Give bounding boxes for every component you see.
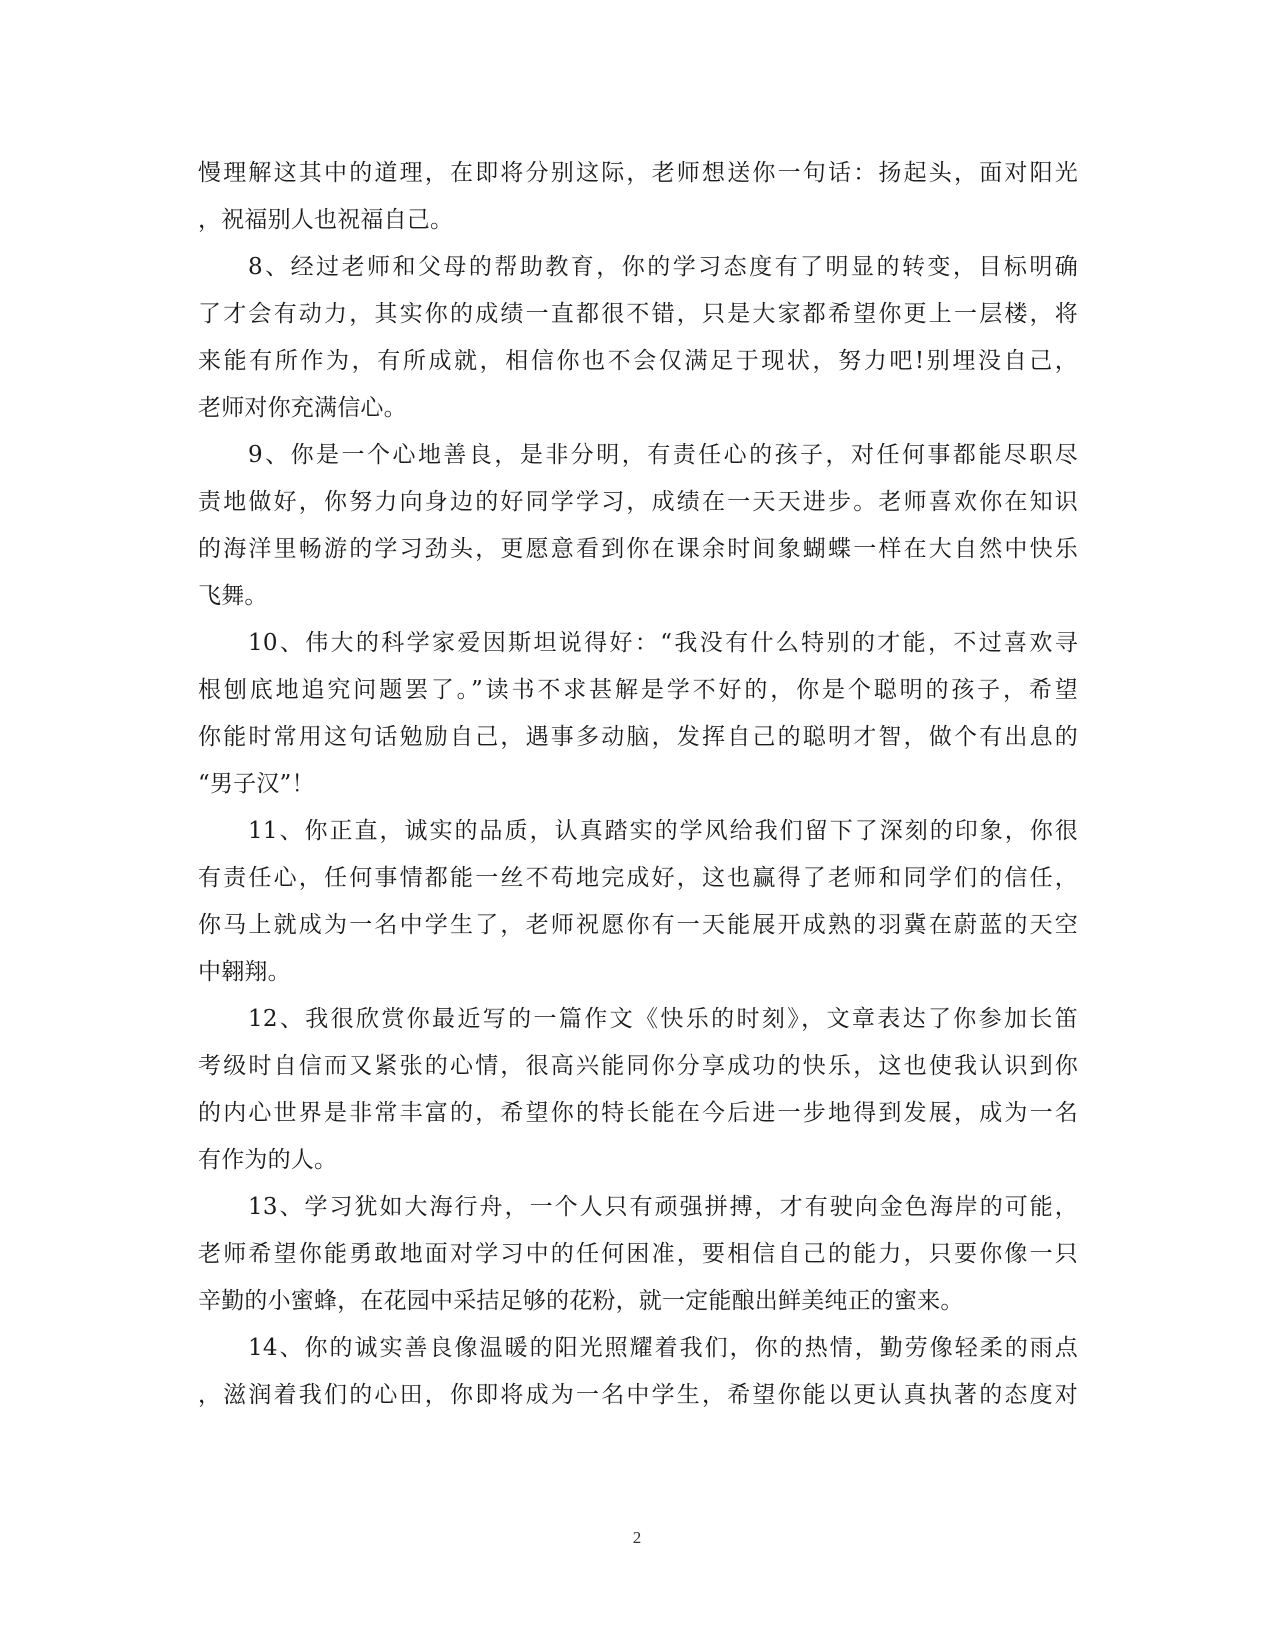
text-line: ，祝福别人也祝福自己。 xyxy=(198,207,454,233)
paragraph-10 xyxy=(198,620,1078,808)
text-line: 慢理解这其中的道理，在即将分别这际，老师想送你一句话：扬起头，面对阳光 xyxy=(198,160,1078,186)
paragraph-13 xyxy=(198,1184,1078,1325)
text-line: 了才会有动力，其实你的成绩一直都很不错，只是大家都希望你更上一层楼，将 xyxy=(198,301,1078,327)
text-line: 9、你是一个心地善良，是非分明，有责任心的孩子，对任何事都能尽职尽 xyxy=(248,442,1078,468)
text-line: 14、你的诚实善良像温暖的阳光照耀着我们，你的热情，勤劳像轻柔的雨点 xyxy=(248,1335,1078,1361)
text-line: 老师对你充满信心。 xyxy=(198,395,407,421)
text-line: 考级时自信而又紧张的心情，很高兴能同你分享成功的快乐，这也使我认识到你 xyxy=(198,1053,1078,1079)
text-line: 辛勤的小蜜蜂，在花园中采拮足够的花粉，就一定能酿出鲜美纯正的蜜来。 xyxy=(198,1288,964,1314)
text-line: 你能时常用这句话勉励自己，遇事多动脑，发挥自己的聪明才智，做个有出息的 xyxy=(198,724,1078,750)
text-line: 老师希望你能勇敢地面对学习中的任何困准，要相信自己的能力，只要你像一只 xyxy=(198,1241,1078,1267)
paragraph-14 xyxy=(198,1325,1078,1419)
paragraph-12 xyxy=(198,996,1078,1184)
text-line: 的内心世界是非常丰富的，希望你的特长能在今后进一步地得到发展，成为一名 xyxy=(198,1100,1078,1126)
text-line: “男子汉”！ xyxy=(198,771,315,797)
paragraph-9 xyxy=(198,432,1078,620)
text-line: 你马上就成为一名中学生了，老师祝愿你有一天能展开成熟的羽冀在蔚蓝的天空 xyxy=(198,912,1078,938)
text-line: 有责任心，任何事情都能一丝不苟地完成好，这也赢得了老师和同学们的信任， xyxy=(198,865,1078,891)
page-number: 2 xyxy=(632,1528,642,1547)
paragraph-8 xyxy=(198,244,1078,432)
text-line: 飞舞。 xyxy=(198,583,268,609)
document-body xyxy=(198,150,1078,1419)
text-line: 12、我很欣赏你最近写的一篇作文《快乐的时刻》，文章表达了你参加长笛 xyxy=(248,1006,1078,1032)
text-line: 有作为的人。 xyxy=(198,1147,338,1173)
text-line: 中翱翔。 xyxy=(198,959,291,985)
text-line: 13、学习犹如大海行舟，一个人只有顽强拼搏，才有驶向金色海岸的可能， xyxy=(248,1194,1078,1220)
text-line: 责地做好，你努力向身边的好同学学习，成绩在一天天进步。老师喜欢你在知识 xyxy=(198,489,1078,515)
text-line: 的海洋里畅游的学习劲头，更愿意看到你在课余时间象蝴蝶一样在大自然中快乐 xyxy=(198,536,1078,562)
text-line: ，滋润着我们的心田，你即将成为一名中学生，希望你能以更认真执著的态度对 xyxy=(198,1382,1078,1408)
paragraph-11 xyxy=(198,808,1078,996)
text-line: 根刨底地追究问题罢了。”读书不求甚解是学不好的，你是个聪明的孩子，希望 xyxy=(198,677,1078,703)
text-line: 11、你正直，诚实的品质，认真踏实的学风给我们留下了深刻的印象，你很 xyxy=(248,818,1078,844)
paragraph-continuation xyxy=(198,150,1078,244)
text-line: 10、伟大的科学家爱因斯坦说得好：“我没有什么特别的才能，不过喜欢寻 xyxy=(248,630,1078,656)
text-line: 来能有所作为，有所成就，相信你也不会仅满足于现状，努力吧!别埋没自己， xyxy=(198,348,1078,374)
text-line: 8、经过老师和父母的帮助教育，你的学习态度有了明显的转变，目标明确 xyxy=(248,254,1078,280)
